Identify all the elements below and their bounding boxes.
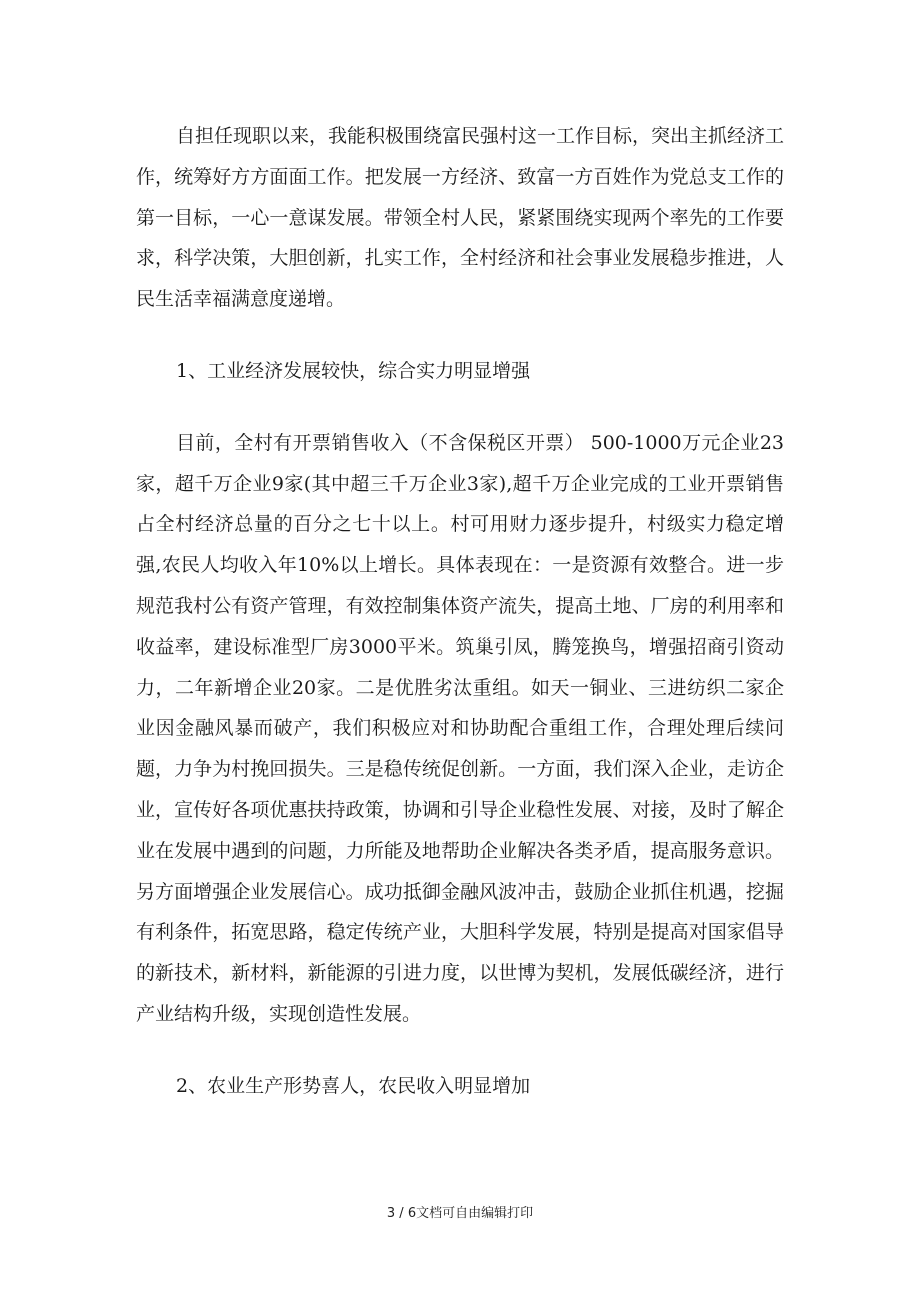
page-footer: 3 / 6文档可自由编辑打印	[386, 1206, 534, 1221]
section-heading-industry: 1、工业经济发展较快，综合实力明显增强	[176, 359, 531, 382]
document-body	[136, 116, 784, 1107]
industry-paragraph: 目前，全村有开票销售收入（不含保税区开票） 500-1000万元企业23家，超千万企业9家(其中超三千万企业3家),超千万企业完成的工业开票销售占全村经济总量的百分之七十以上。村可用财力逐步提升，村级实力稳定增强,农民人均收入年10%以上增长。具体表现在：一是资源有效整合。进一步规范我村公有资产管理，有效控制集体资产流失，提高土地、厂房的利用率和收益率，建设标准型厂房3000平米。筑巢引凤，腾笼换鸟，增强招商引资动力，二年新增企业20家。二是优胜劣汰重组。如天一铜业、三进纺织二家企业因金融风暴而破产，我们积极应对和协助配合重组工作，合理处理后续问题，力争为村挽回损失。三是稳传统促创新。一方面，我们深入企业，走访企业，宣传好各项优惠扶持政策，协调和引导企业稳性发展、对接，及时了解企业在发展中遇到的问题，力所能及地帮助企业解决各类矛盾，提高服务意识。另方面增强企业发展信心。成功抵御金融风波冲击，鼓励企业抓住机遇，挖掘有利条件，拓宽思路，稳定传统产业，大胆科学发展，特别是提高对国家倡导的新技术，新材料，新能源的引进力度，以世博为契机，发展低碳经济，进行产业结构升级，实现创造性发展。	[136, 431, 784, 1025]
intro-paragraph: 自担任现职以来，我能积极围绕富民强村这一工作目标，突出主抓经济工作，统筹好方方面面工作。把发展一方经济、致富一方百姓作为党总支工作的第一目标，一心一意谋发展。带领全村人民，紧紧围绕实现两个率先的工作要求，科学决策，大胆创新，扎实工作，全村经济和社会事业发展稳步推进，人民生活幸福满意度递增。	[136, 125, 785, 311]
section-heading-agriculture: 2、农业生产形势喜人，农民收入明显增加	[176, 1074, 531, 1097]
